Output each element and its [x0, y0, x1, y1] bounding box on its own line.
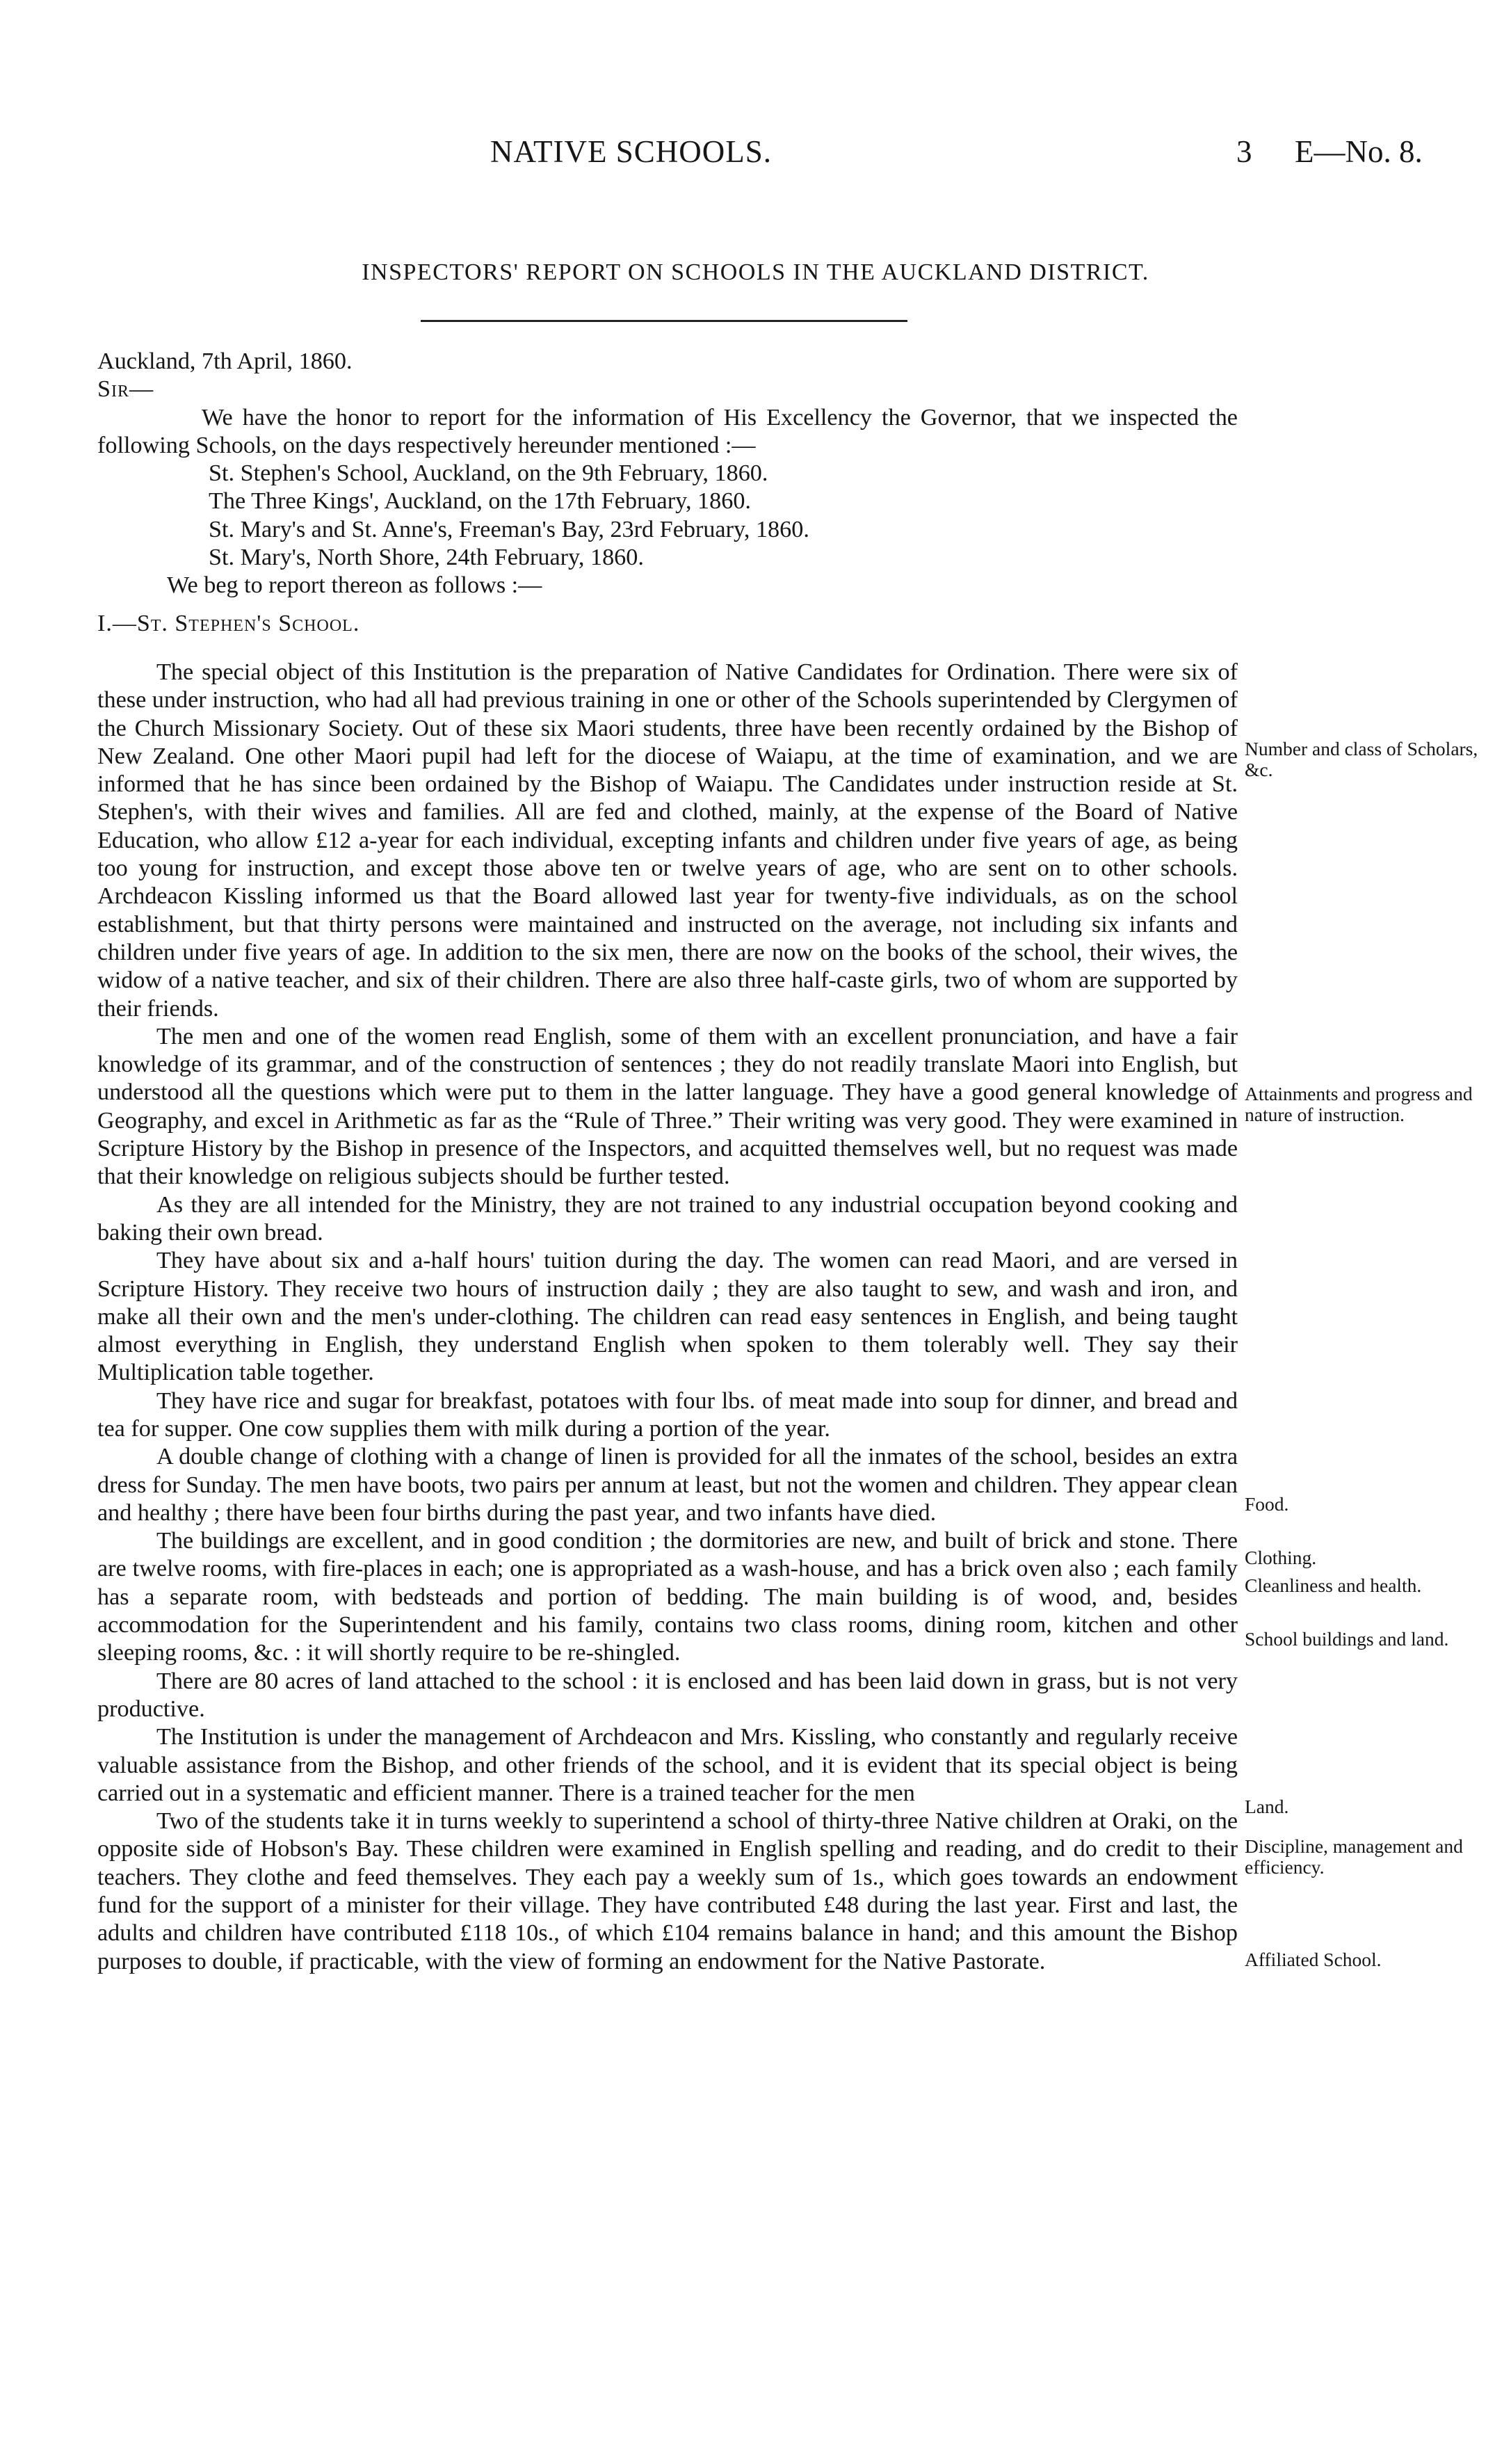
title-divider	[421, 320, 907, 322]
body-paragraph: The men and one of the women read English, some of them with an excellent pronunciation, and have a fair knowledge of its grammar, and of the construction of sentences ; they do not readily translate Maori into English, but understood all the questions which were put to them in the latter language. They have a good general knowledge of Geography, and excel in Arithmetic as far as the “Rule of Three.” Their writing was very good. They were examined in Scripture History by the Bishop in presence of the Inspectors, and acquitted themselves well, but no request was made that their knowledge on religious subjects should be further tested.	[97, 1023, 1238, 1190]
margin-note: Land.	[1245, 1796, 1289, 1817]
document-code: E—No. 8.	[1295, 134, 1423, 169]
page-number: 3	[1236, 134, 1252, 169]
margin-note: Discipline, management and efficiency.	[1245, 1835, 1463, 1878]
margin-note: Number and class of Scholars, &c.	[1245, 738, 1478, 780]
body-paragraph: A double change of clothing with a change of linen is provided for all the inmates of the school, besides an extra dress for Sunday. The men have boots, two pairs per annum at least, but not the women and children. They appear clean and healthy ; there have been four births during the past year, and two infants have died.	[97, 1444, 1238, 1526]
follows-line: We beg to report thereon as follows :—	[167, 572, 542, 599]
report-body	[97, 348, 1238, 1976]
salutation: Sir—	[97, 376, 154, 403]
school-list-item: St. Stephen's School, Auckland, on the 9th February, 1860.	[209, 460, 768, 487]
report-title: INSPECTORS' REPORT ON SCHOOLS IN THE AUCKLAND DISTRICT.	[362, 259, 1149, 285]
margin-note: School buildings and land.	[1245, 1628, 1449, 1650]
margin-note: Attainments and progress and nature of instruction.	[1245, 1083, 1473, 1125]
body-paragraph: The Institution is under the management of Archdeacon and Mrs. Kissling, who constantly and regularly receive valuable assistance from the Bishop, and other friends of the school, and it is evident that its special object is being carried out in a systematic and efficient manner. There is a trained teacher for the men	[97, 1724, 1238, 1806]
intro-paragraph: We have the honor to report for the information of His Excellency the Governor, that we inspected the following Schools, on the days respectively hereunder mentioned :—	[97, 404, 1238, 458]
school-list-item: The Three Kings', Auckland, on the 17th February, 1860.	[209, 488, 751, 515]
body-paragraph: There are 80 acres of land attached to the school : it is enclosed and has been laid down in grass, but is not very productive.	[97, 1668, 1238, 1722]
margin-note: Clothing.	[1245, 1547, 1317, 1568]
margin-note: Affiliated School.	[1245, 1949, 1382, 1970]
body-paragraph: The special object of this Institution is the preparation of Native Candidates for Ordination. There were six of these under instruction, who had all had previous training in one or other of the Schools superintended by Clergymen of the Church Missionary Society. Out of these six Maori students, three have been recently ordained by the Bishop of New Zealand. One other Maori pupil had left for the diocese of Waiapu, at the time of examination, and we are informed that he has since been ordained by the Bishop of Waiapu. The Candidates under instruction reside at St. Stephen's, with their wives and families. All are fed and clothed, mainly, at the expense of the Board of Native Education, who allow £12 a-year for each individual, excepting infants and children under five years of age, as being too young for instruction, and except those above ten or twelve years of age, who are sent on to other schools. Archdeacon Kissling informed us that the Board allowed last year for twenty-five individuals, as on the school establishment, but that thirty persons were maintained and instructed on the average, not including six infants and children under five years of age. In addition to the six men, there are now on the books of the school, their wives, the widow of a native teacher, and six of their children. There are also three half-caste girls, two of whom are supported by their friends.	[97, 659, 1238, 1022]
dateline: Auckland, 7th April, 1860.	[97, 348, 353, 374]
section-heading: I.—St. Stephen's School.	[97, 610, 360, 636]
page-header	[0, 134, 1511, 175]
running-title: NATIVE SCHOOLS.	[490, 134, 773, 169]
school-list-item: St. Mary's, North Shore, 24th February, 1860.	[209, 545, 644, 571]
body-paragraph: They have rice and sugar for breakfast, potatoes with four lbs. of meat made into soup for dinner, and bread and tea for supper. One cow supplies them with milk during a portion of the year.	[97, 1387, 1238, 1442]
margin-note: Food.	[1245, 1493, 1289, 1515]
body-paragraph: The buildings are excellent, and in good condition ; the dormitories are new, and built of brick and stone. There are twelve rooms, with fire-places in each; one is appropriated as a wash-house, and has a brick oven also ; each family has a separate room, with bedsteads and portion of bedding. The main building is of wood, and, besides accommodation for the Superintendent and his family, contains two class rooms, dining room, kitchen and other sleeping rooms, &c. : it will shortly require to be re-shingled.	[97, 1528, 1238, 1666]
body-paragraph: Two of the students take it in turns weekly to superintend a school of thirty-three Native children at Oraki, on the opposite side of Hobson's Bay. These children were examined in English spelling and reading, and do credit to their teachers. They clothe and feed themselves. They each pay a weekly sum of 1s., which goes towards an endowment fund for the support of a minister for their village. They have contributed £48 during the last year. First and last, the adults and children have contributed £118 10s., of which £104 remains balance in hand; and this amount the Bishop purposes to double, if practicable, with the view of forming an endowment for the Native Pastorate.	[97, 1808, 1238, 1974]
school-list-item: St. Mary's and St. Anne's, Freeman's Bay, 23rd February, 1860.	[209, 516, 809, 542]
margin-note: Cleanliness and health.	[1245, 1575, 1422, 1596]
body-paragraph: As they are all intended for the Ministry, they are not trained to any industrial occupation beyond cooking and baking their own bread.	[97, 1191, 1238, 1246]
body-paragraph: They have about six and a-half hours' tuition during the day. The women can read Maori, and are versed in Scripture History. They receive two hours of instruction daily ; they are also taught to sew, and wash and iron, and make all their own and the men's under-clothing. The children can read easy sentences in English, and being taught almost everything in English, they understand English when spoken to them tolerably well. They say their Multiplication table together.	[97, 1248, 1238, 1386]
